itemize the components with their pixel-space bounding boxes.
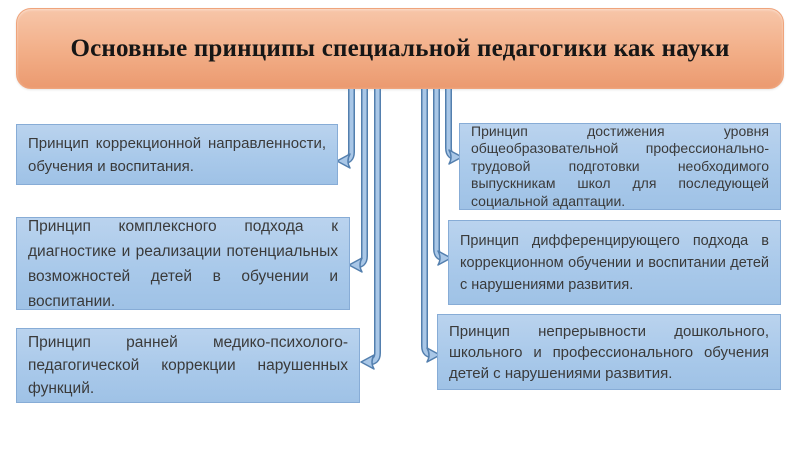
principle-text: Принцип коррекционной направленности, обучения и воспитания. <box>28 134 326 175</box>
connector-line <box>425 89 434 355</box>
connector-line <box>356 89 365 265</box>
principle-box-left-3 <box>16 328 360 403</box>
elbow-arrow-left-1 <box>337 89 352 168</box>
principle-text: Принцип дифференцирующего подхода в коррекционном обучении и воспитании детей с нарушениями развития. <box>460 232 769 293</box>
principle-box-right-3 <box>437 314 781 390</box>
connector-arrowhead <box>349 258 362 272</box>
connector-arrowhead <box>361 355 374 369</box>
elbow-arrow-left-3 <box>361 89 378 369</box>
principle-text: Принцип комплексного подхода к диагностике и реализации потенциальных возможностей детей в обучении и воспитании. <box>28 217 338 310</box>
connector-line <box>369 89 378 362</box>
connector-line <box>449 89 458 157</box>
principle-text: Принцип ранней медико-психолого-педагогической коррекции нарушенных функций. <box>28 334 348 397</box>
connector-line <box>449 89 458 157</box>
connector-line <box>425 89 434 355</box>
connector-line <box>343 89 352 161</box>
elbow-arrow-left-2 <box>349 89 365 272</box>
connector-line <box>343 89 352 161</box>
principle-box-right-2 <box>448 220 781 305</box>
connector-arrowhead <box>337 154 350 168</box>
principle-box-right-1 <box>459 123 781 210</box>
slide-title-box <box>16 8 784 89</box>
principle-box-left-2 <box>16 217 350 310</box>
connector-line <box>369 89 378 362</box>
slide-title-text: Основные принципы специальной педагогики как науки <box>70 34 730 62</box>
principle-box-left-1 <box>16 124 338 185</box>
principle-text: Принцип достижения уровня общеобразовательной профессионально-трудовой подготовки необходимого выпускникам школ для последующей социальной адаптации. <box>471 123 769 209</box>
principle-text: Принцип непрерывности дошкольного, школьного и профессионального обучения детей с нарушениями развития. <box>449 322 769 382</box>
connector-line <box>437 89 446 258</box>
connector-line <box>437 89 446 258</box>
connector-line <box>356 89 365 265</box>
